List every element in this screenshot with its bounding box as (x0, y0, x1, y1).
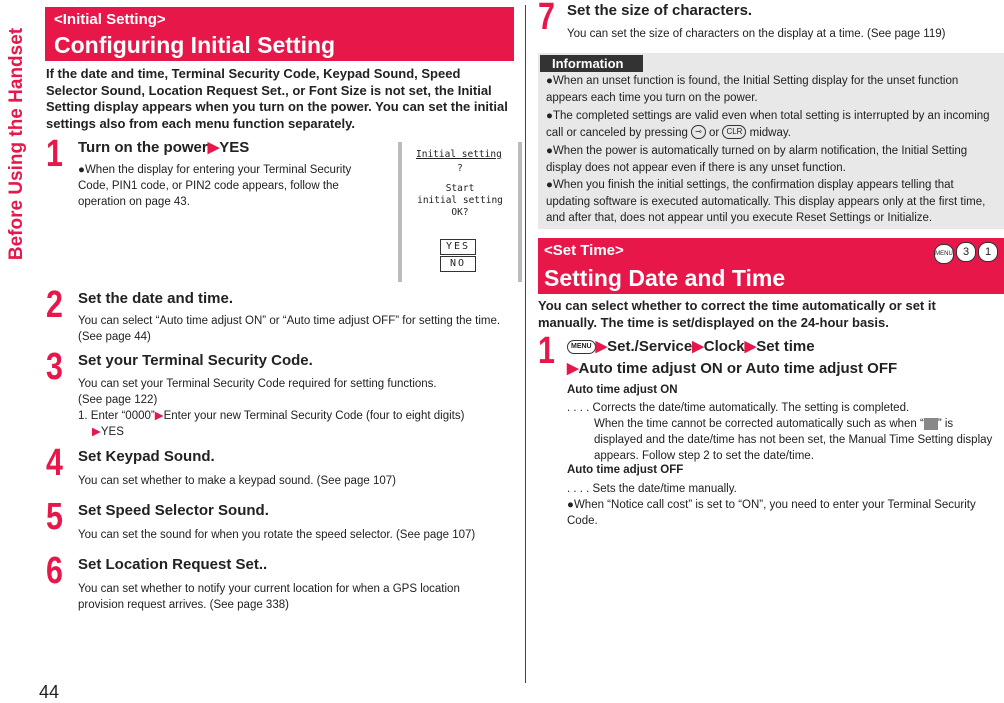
section-side-tab (0, 0, 31, 300)
key-1-icon: 1 (978, 242, 998, 262)
set-time-intro: You can select whether to correct the time automatically or set it manually. The time is set/displayed on the 24-hour basis. (538, 298, 936, 330)
def-auto-off-head: Auto time adjust OFF (567, 464, 684, 476)
step-7-title: Set the size of characters. (567, 2, 753, 19)
step-6-text: You can set whether to notify your current location for when a GPS location provision request arrives. (See page 338) (78, 583, 460, 611)
screen-line-3: OK? (451, 207, 469, 218)
step-3-title: Set your Terminal Security Code. (78, 352, 313, 369)
step-6-number: 6 (46, 550, 63, 592)
clock-unset-icon (924, 418, 938, 430)
def-auto-off-body: . . . . Sets the date/time manually. (567, 483, 737, 495)
screen-question-mark: ? (457, 163, 463, 174)
info-item-4: ●When you finish the initial settings, the confirmation display appears telling that updating software is executed automatically. This display appears only at the first time, and after that, does not appear until you execute Reset Settings or Initialize. (546, 179, 986, 224)
step-7-number: 7 (538, 0, 555, 38)
step-2-title: Set the date and time. (78, 290, 234, 307)
step-7-text: You can set the size of characters on the display at a time. (See page 119) (567, 28, 946, 40)
page-number: 44 (39, 682, 60, 702)
def-auto-on-body: . . . . Corrects the date/time automatically. The setting is completed. (567, 402, 910, 414)
step-5-text: You can set the sound for when you rotate the speed selector. (See page 107) (78, 529, 476, 541)
screen-line-2: initial setting (417, 195, 503, 206)
def-notice-call-cost: ●When “Notice call cost” is set to “ON”, you need to enter your Terminal Security Code. (567, 499, 976, 527)
information-label: Information (540, 55, 643, 72)
def-auto-on-note: When the time cannot be corrected automatically such as when “ ” is displayed and the date/time has not been set, the Manual Time Setting display appears. Follow step 2 to set the date/time. (594, 418, 993, 462)
menu-shortcut-keys (932, 242, 998, 264)
screen-line-1: Start (445, 183, 475, 194)
key-3-icon: 3 (956, 242, 976, 262)
step-6-title: Set Location Request Set.. (78, 556, 268, 573)
step-3-text: You can set your Terminal Security Code required for setting functions. (See page 122) 1. Enter “0000”▶Enter your new Terminal Security Code (four to eight digits) ▶YES (78, 378, 465, 438)
end-key-icon: ⊸ (691, 125, 706, 139)
set-time-step-1-title: MENU ▶Set./Service▶Clock▶Set time ▶Auto time adjust ON or Auto time adjust OFF (567, 338, 898, 377)
step-2-number: 2 (46, 284, 63, 326)
menu-key-icon: MENU (567, 340, 596, 354)
banner-title: Configuring Initial Setting (54, 32, 336, 58)
screen-no-button: NO (440, 256, 476, 272)
info-item-2: ●The completed settings are valid even when total setting is interrupted by an incoming call or canceled by pressing ⊸ or CLR midway. (546, 110, 990, 139)
step-4-text: You can set whether to make a keypad sound. (See page 107) (78, 475, 396, 487)
step-3-number: 3 (46, 346, 63, 388)
def-auto-on-head: Auto time adjust ON (567, 384, 678, 396)
phone-screen-image (398, 142, 522, 282)
banner-subtitle: <Initial Setting> (54, 11, 166, 28)
info-item-3: ●When the power is automatically turned on by alarm notification, the Initial Setting display does not appear even if there is any unset function. (546, 145, 968, 174)
side-tab-label: Before Using the Handset (6, 27, 27, 261)
step-5-title: Set Speed Selector Sound. (78, 502, 269, 519)
step-1-title: Turn on the power▶YES (78, 139, 250, 156)
intro-paragraph: If the date and time, Terminal Security Code, Keypad Sound, Speed Selector Sound, Location Request Set., or Font Size is not set, the Initial Setting display appears when you turn on the power. You can set the initial settings also from each menu function separately. (46, 66, 508, 131)
banner-subtitle: <Set Time> (544, 242, 624, 259)
step-5-number: 5 (46, 496, 63, 538)
banner-title: Setting Date and Time (544, 265, 786, 291)
info-item-1: ●When an unset function is found, the Initial Setting display for the unset function appears each time you turn on the power. (546, 75, 959, 104)
step-4-number: 4 (46, 442, 63, 484)
step-1-text: ●When the display for entering your Terminal Security Code, PIN1 code, or PIN2 code appears, follow the operation on page 43. (78, 164, 352, 208)
column-divider (525, 5, 526, 683)
section-banner-initial-setting (45, 7, 514, 61)
step-1-number: 1 (46, 133, 63, 175)
screen-title: Initial setting (416, 149, 502, 160)
set-time-step-1-number: 1 (538, 330, 555, 372)
step-4-title: Set Keypad Sound. (78, 448, 215, 465)
screen-yes-button: YES (440, 239, 476, 255)
step-2-text: You can select “Auto time adjust ON” or “Auto time adjust OFF” for setting the time. (See page 44) (78, 315, 501, 343)
clr-key-icon: CLR (722, 125, 746, 139)
menu-key-icon: MENU (934, 244, 954, 264)
